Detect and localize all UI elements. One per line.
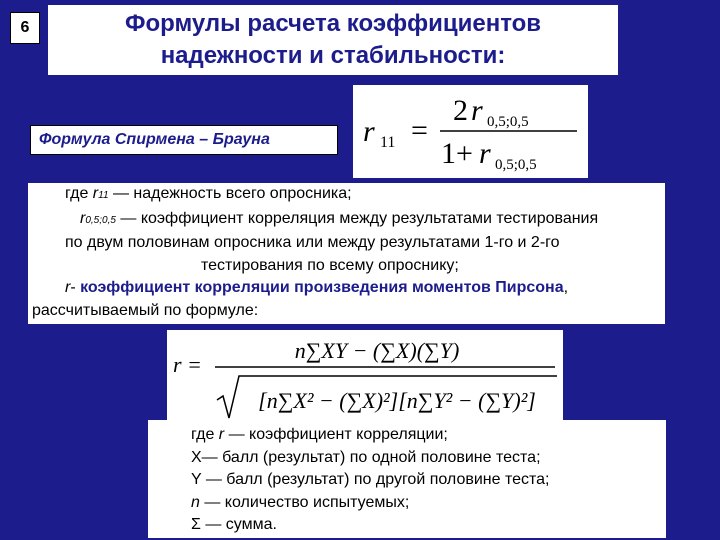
f2-lhs: r = <box>173 352 202 377</box>
legend-line-5: Σ — сумма. <box>191 516 277 533</box>
f2-denominator: [n∑X² − (∑X)²][n∑Y² − (∑Y)²] <box>258 388 536 413</box>
f1-den-plus: + <box>456 137 473 170</box>
description-line-4: тестирования по всему опроснику; <box>201 256 459 274</box>
slide-title <box>48 5 618 75</box>
legend-line-4: n — количество испытуемых; <box>191 493 410 511</box>
description-line-3: по двум половинам опросника или между результатами 1-го и 2-го <box>65 234 560 251</box>
f1-num-coef: 2 <box>453 94 468 127</box>
legend-line-1: где r — коэффициент корреляции; <box>191 426 448 443</box>
title-line-1: Формулы расчета коэффициентов <box>124 10 542 37</box>
f1-den-sub: 0,5;0,5 <box>495 157 537 173</box>
legend-block <box>148 420 666 538</box>
f1-lhs-sub: 11 <box>380 134 396 151</box>
formula-label: Формула Спирмена – Брауна <box>30 125 338 155</box>
description-block <box>28 183 665 324</box>
f1-num-sub: 0,5;0,5 <box>487 114 529 130</box>
f2-numerator: n∑XY − (∑X)(∑Y) <box>294 338 460 363</box>
title-line-2: надежности и стабильности: <box>160 42 506 69</box>
f1-den-var: r <box>479 137 491 170</box>
slide-number: 6 <box>10 12 40 44</box>
spearman-brown-formula <box>353 85 588 178</box>
legend-line-2: X— балл (результат) по одной половине теста; <box>191 448 541 466</box>
f1-den-one: 1 <box>441 137 456 170</box>
description-line-1: где r11 — надежность всего опросника; <box>65 185 352 202</box>
f1-equals: = <box>411 114 428 147</box>
spearman-brown-formula-svg <box>353 85 588 178</box>
pearson-formula-svg <box>167 330 563 426</box>
description-line-2: r0,5;0,5 — коэффициент корреляция между результатами тестирования <box>80 209 599 227</box>
legend-line-3: Y — балл (результат) по другой половине теста; <box>191 471 550 488</box>
description-line-6: рассчитываемый по формуле: <box>32 301 259 319</box>
f1-lhs: r <box>363 115 375 148</box>
description-line-5: r- коэффициент корреляции произведения моментов Пирсона, <box>65 279 569 296</box>
f1-num-var: r <box>471 94 483 127</box>
pearson-formula <box>167 330 563 426</box>
